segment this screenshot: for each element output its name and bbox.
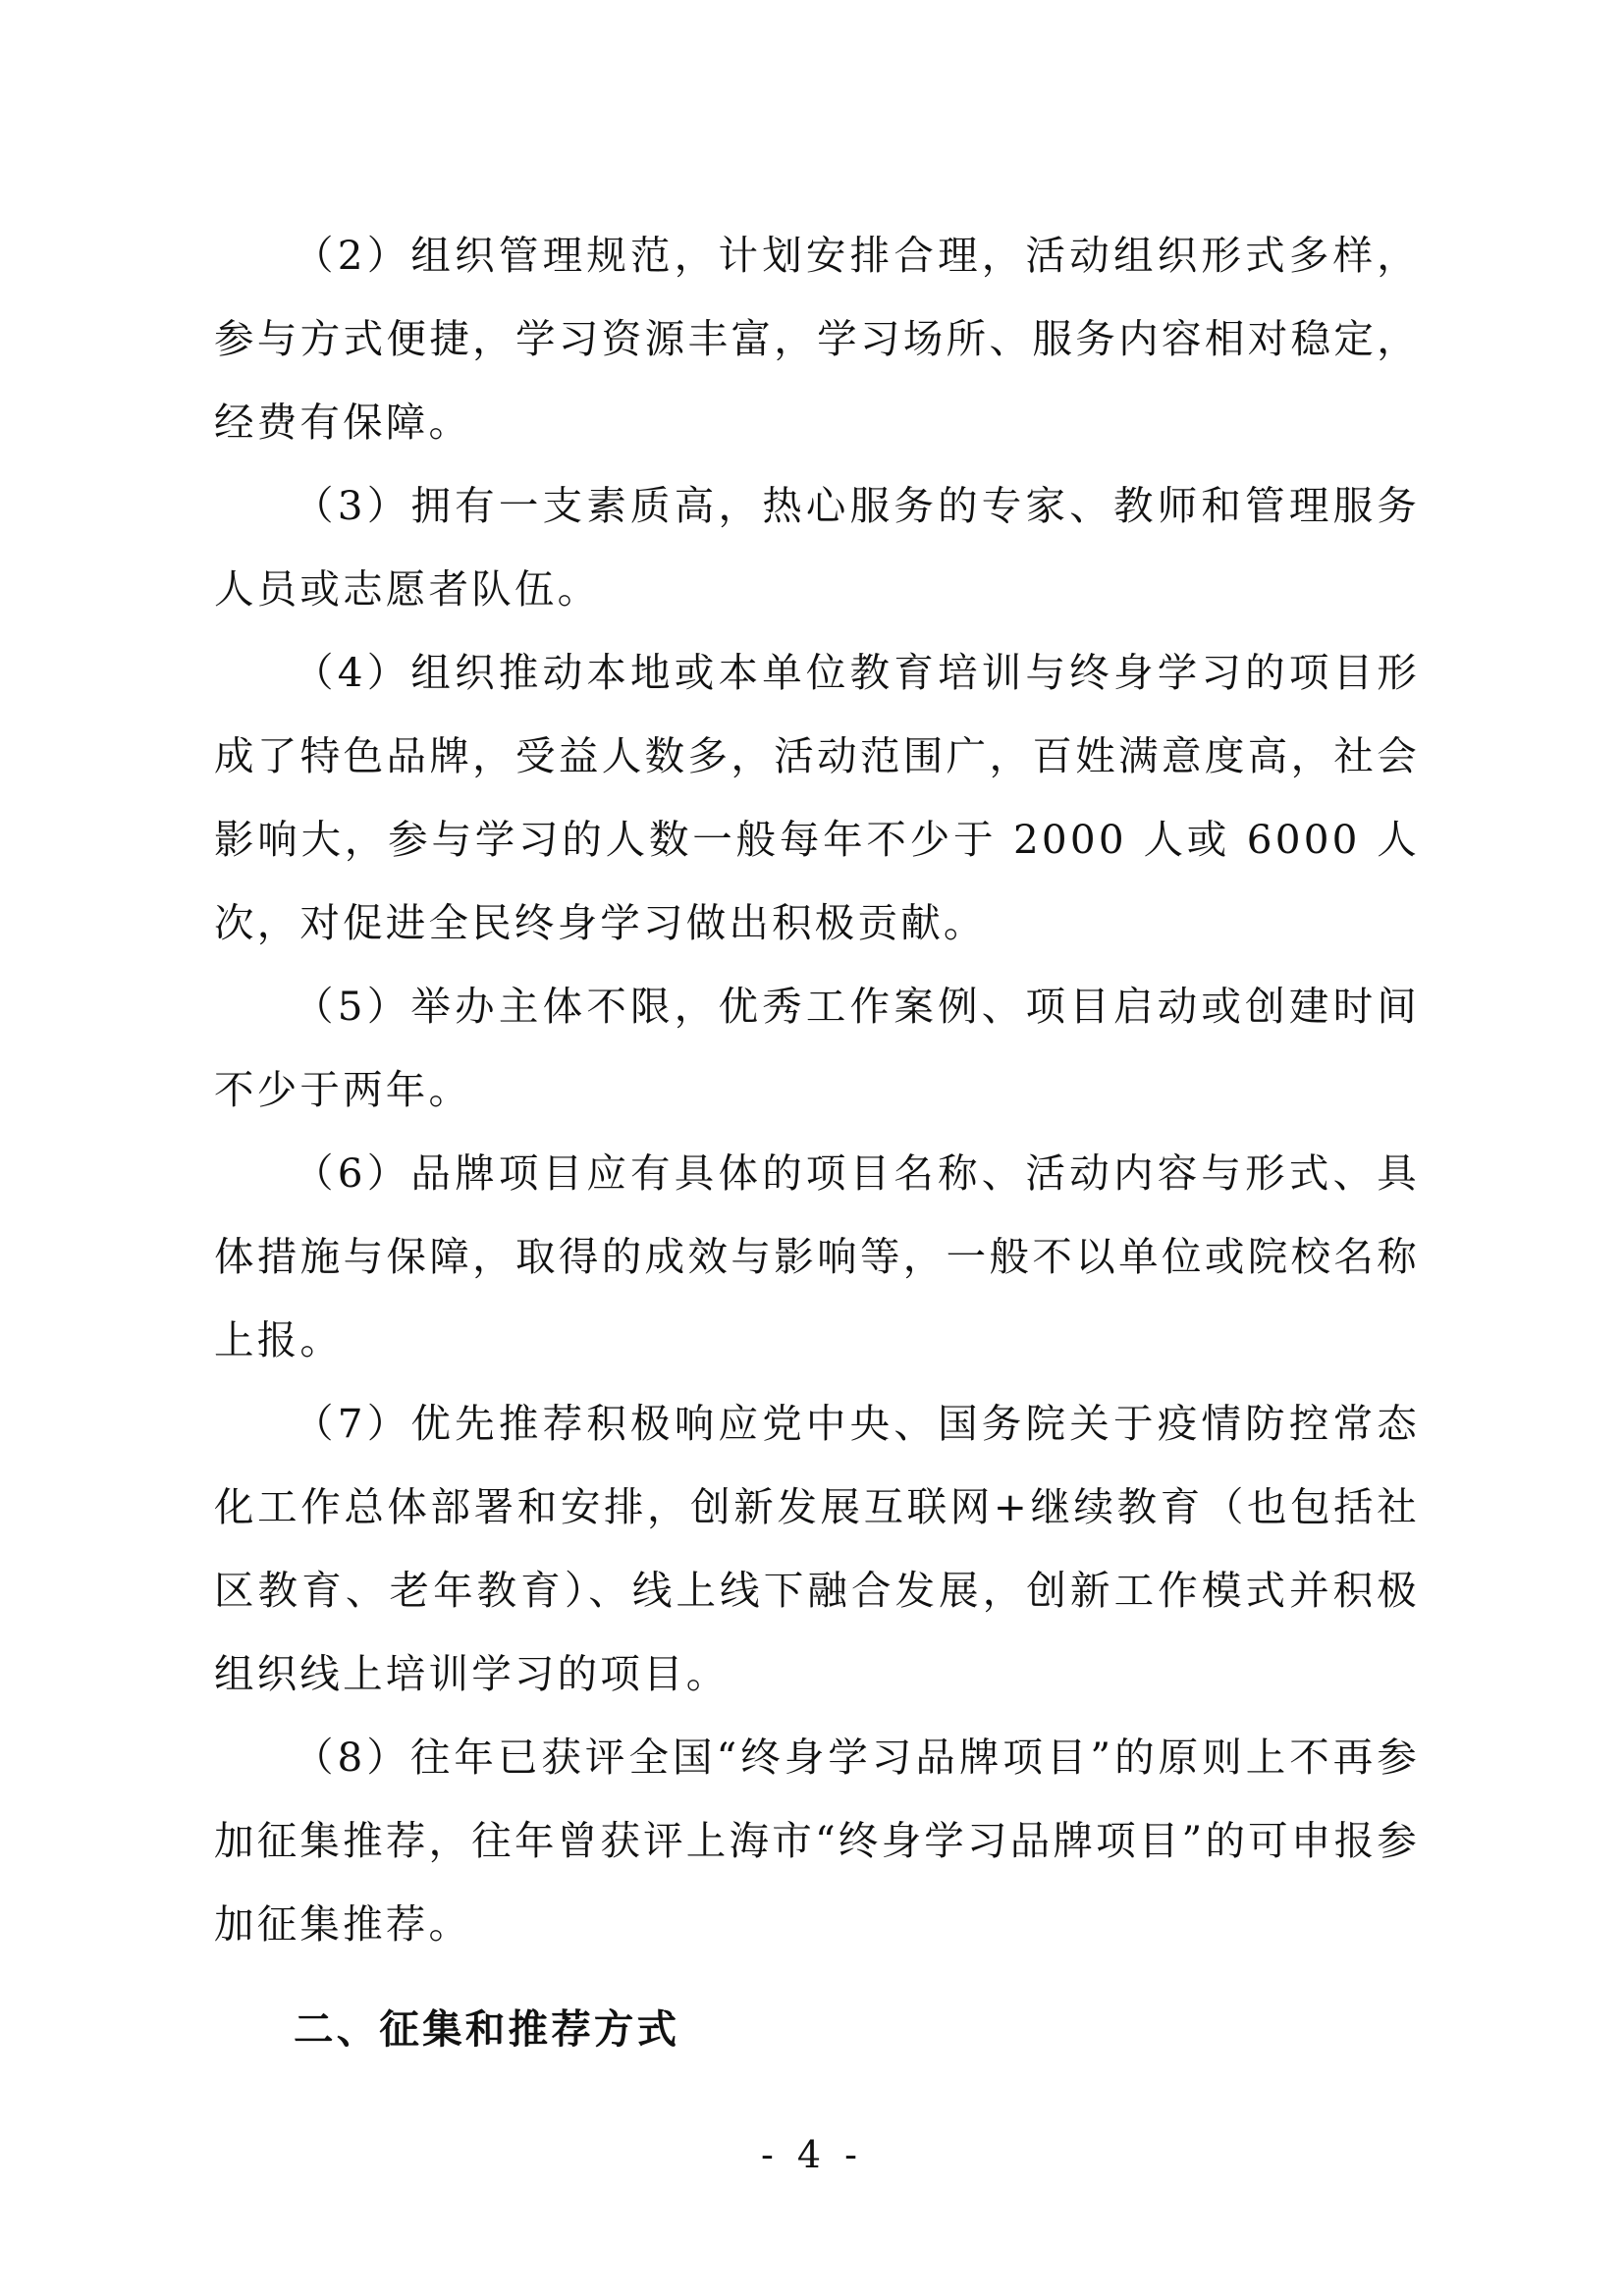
criterion-paragraph-8: （8）往年已获评全国“终身学习品牌项目”的原则上不再参加征集推荐，往年曾获评上海市“终身学习品牌项目”的可申报参加征集推荐。 — [214, 1734, 1420, 1948]
criterion-paragraph-5: （5）举办主体不限，优秀工作案例、项目启动或创建时间不少于两年。 — [214, 983, 1420, 1113]
criterion-paragraph-4: （4）组织推动本地或本单位教育培训与终身学习的项目形成了特色品牌，受益人数多，活动范围广，百姓满意度高，社会影响大，参与学习的人数一般每年不少于 2000 人或 6000 人次，对促进全民终身学习做出积极贡献。 — [214, 649, 1420, 946]
criterion-paragraph-2: （2）组织管理规范，计划安排合理，活动组织形式多样，参与方式便捷，学习资源丰富，学习场所、服务内容相对稳定，经费有保障。 — [214, 232, 1420, 446]
criterion-paragraph-6: （6）品牌项目应有具体的项目名称、活动内容与形式、具体措施与保障，取得的成效与影响等，一般不以单位或院校名称上报。 — [214, 1149, 1420, 1363]
criterion-paragraph-3: （3）拥有一支素质高，热心服务的专家、教师和管理服务人员或志愿者队伍。 — [214, 482, 1420, 613]
section-spacer — [214, 1966, 1420, 1988]
document-body — [214, 214, 1420, 2071]
criterion-paragraph-7: （7）优先推荐积极响应党中央、国务院关于疫情防控常态化工作总体部署和安排，创新发展互联网+继续教育（也包括社区教育、老年教育）、线上线下融合发展，创新工作模式并积极组织线上培训学习的项目。 — [214, 1400, 1420, 1697]
section-heading: 二、征集和推荐方式 — [294, 2005, 680, 2053]
page-number: - 4 - — [760, 2133, 863, 2176]
